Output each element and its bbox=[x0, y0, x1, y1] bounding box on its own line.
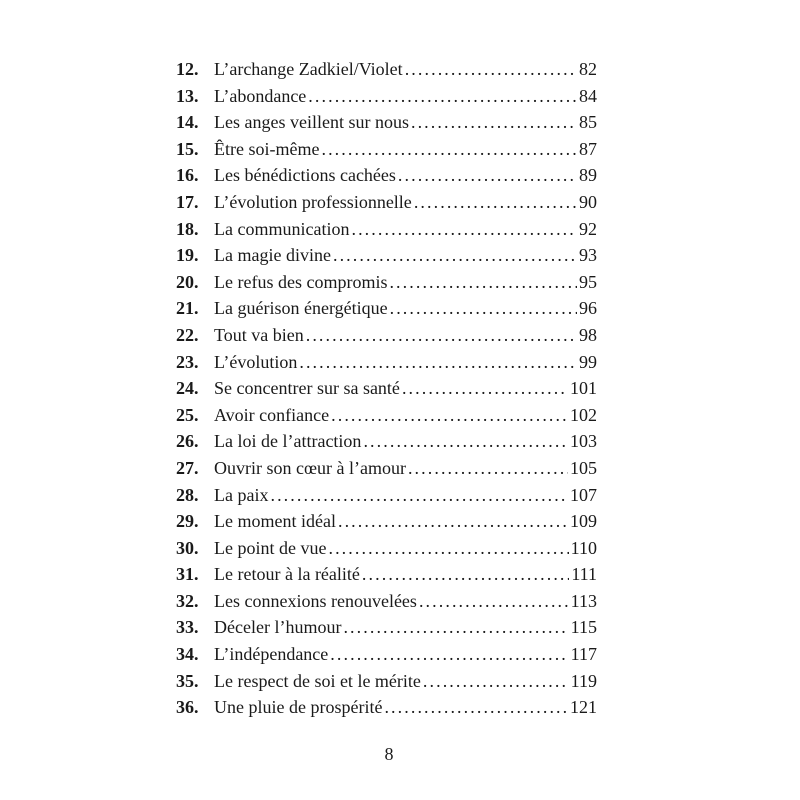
page-number: 8 bbox=[384, 744, 394, 764]
toc-entry bbox=[176, 162, 597, 189]
toc-entry bbox=[176, 216, 597, 243]
entry-page: 111 bbox=[571, 564, 597, 585]
dot-leader bbox=[390, 295, 577, 322]
entry-page: 93 bbox=[579, 245, 597, 266]
entry-title: Une pluie de prospérité bbox=[214, 697, 383, 718]
entry-page: 110 bbox=[570, 537, 597, 558]
dot-leader bbox=[405, 56, 577, 83]
entry-number: 19. bbox=[176, 245, 199, 266]
entry-page: 98 bbox=[579, 324, 597, 345]
entry-number: 21. bbox=[176, 298, 199, 319]
entry-title: La paix bbox=[214, 484, 269, 505]
dot-leader bbox=[270, 482, 568, 509]
dot-leader bbox=[362, 561, 569, 588]
entry-number: 18. bbox=[176, 218, 199, 239]
entry-title: L’archange Zadkiel/Violet bbox=[214, 59, 403, 79]
entry-number: 17. bbox=[176, 191, 199, 212]
entry-page: 99 bbox=[579, 351, 597, 372]
entry-title: Les anges veillent sur nous bbox=[214, 112, 409, 133]
entry-number: 27. bbox=[176, 457, 199, 478]
table-of-contents bbox=[176, 56, 597, 721]
toc-entry bbox=[176, 56, 597, 83]
entry-title: Le point de vue bbox=[214, 537, 327, 558]
entry-page: 90 bbox=[579, 191, 597, 212]
toc-entry bbox=[176, 322, 597, 349]
toc-entry bbox=[176, 109, 597, 136]
entry-number: 16. bbox=[176, 165, 199, 186]
toc-entry bbox=[176, 641, 597, 668]
entry-number: 29. bbox=[176, 511, 199, 532]
entry-title: La magie divine bbox=[214, 245, 331, 266]
dot-leader bbox=[333, 242, 577, 269]
entry-number: 15. bbox=[176, 138, 199, 159]
dot-leader bbox=[351, 216, 577, 243]
dot-leader bbox=[411, 109, 577, 136]
entry-title: Les bénédictions cachées bbox=[214, 165, 396, 186]
entry-number: 28. bbox=[176, 484, 199, 505]
entry-page: 117 bbox=[570, 644, 597, 665]
entry-number: 23. bbox=[176, 351, 199, 372]
entry-page: 109 bbox=[570, 511, 597, 532]
toc-entry bbox=[176, 694, 597, 721]
toc-entry bbox=[176, 508, 597, 535]
dot-leader bbox=[308, 83, 577, 110]
dot-leader bbox=[338, 508, 568, 535]
entry-page: 84 bbox=[579, 85, 597, 106]
dot-leader bbox=[398, 162, 577, 189]
entry-page: 103 bbox=[570, 431, 597, 452]
toc-entry bbox=[176, 428, 597, 455]
toc-entry bbox=[176, 402, 597, 429]
toc-entry bbox=[176, 482, 597, 509]
entry-number: 34. bbox=[176, 644, 199, 665]
entry-page: 105 bbox=[570, 457, 597, 478]
entry-title: Déceler l’humour bbox=[214, 617, 342, 638]
toc-entry bbox=[176, 668, 597, 695]
dot-leader bbox=[330, 641, 568, 668]
entry-page: 102 bbox=[570, 404, 597, 425]
entry-page: 89 bbox=[579, 165, 597, 186]
entry-title: La loi de l’attraction bbox=[214, 431, 362, 452]
entry-title: Le refus des compromis bbox=[214, 271, 388, 292]
entry-number: 25. bbox=[176, 404, 199, 425]
entry-title: L’abondance bbox=[214, 85, 307, 106]
dot-leader bbox=[414, 189, 577, 216]
dot-leader bbox=[419, 588, 569, 615]
entry-page: 82 bbox=[579, 59, 597, 79]
entry-number: 35. bbox=[176, 670, 199, 691]
toc-entry bbox=[176, 561, 597, 588]
entry-page: 96 bbox=[579, 298, 597, 319]
toc-entry bbox=[176, 349, 597, 376]
entry-number: 20. bbox=[176, 271, 199, 292]
entry-page: 113 bbox=[570, 590, 597, 611]
entry-number: 13. bbox=[176, 85, 199, 106]
entry-title: L’évolution professionnelle bbox=[214, 191, 412, 212]
toc-entry bbox=[176, 535, 597, 562]
dot-leader bbox=[423, 668, 569, 695]
toc-entry bbox=[176, 295, 597, 322]
entry-number: 32. bbox=[176, 590, 199, 611]
entry-title: Avoir confiance bbox=[214, 404, 330, 425]
entry-page: 115 bbox=[570, 617, 597, 638]
entry-title: L’évolution bbox=[214, 351, 298, 372]
dot-leader bbox=[321, 136, 577, 163]
entry-title: Être soi-même bbox=[214, 138, 320, 159]
entry-title: La guérison énergétique bbox=[214, 298, 388, 319]
entry-page: 85 bbox=[579, 112, 597, 133]
toc-entry bbox=[176, 375, 597, 402]
entry-page: 101 bbox=[570, 378, 597, 399]
entry-title: La communication bbox=[214, 218, 350, 239]
toc-entry bbox=[176, 455, 597, 482]
toc-entry bbox=[176, 189, 597, 216]
toc-entry bbox=[176, 83, 597, 110]
entry-title: Le respect de soi et le mérite bbox=[214, 670, 421, 691]
dot-leader bbox=[299, 349, 577, 376]
entry-number: 26. bbox=[176, 431, 199, 452]
entry-number: 22. bbox=[176, 324, 199, 345]
toc-entry bbox=[176, 588, 597, 615]
entry-title: L’indépendance bbox=[214, 644, 329, 665]
dot-leader bbox=[306, 322, 577, 349]
entry-title: Le moment idéal bbox=[214, 511, 336, 532]
entry-page: 95 bbox=[579, 271, 597, 292]
dot-leader bbox=[408, 455, 568, 482]
toc-entry bbox=[176, 269, 597, 296]
dot-leader bbox=[331, 402, 568, 429]
entry-title: Les connexions renouvelées bbox=[214, 590, 417, 611]
dot-leader bbox=[328, 535, 568, 562]
entry-title: Tout va bien bbox=[214, 324, 304, 345]
entry-page: 87 bbox=[579, 138, 597, 159]
entry-number: 14. bbox=[176, 112, 199, 133]
entry-page: 107 bbox=[570, 484, 597, 505]
dot-leader bbox=[384, 694, 568, 721]
dot-leader bbox=[343, 614, 568, 641]
dot-leader bbox=[402, 375, 568, 402]
dot-leader bbox=[363, 428, 568, 455]
entry-page: 121 bbox=[570, 697, 597, 718]
entry-page: 119 bbox=[570, 670, 597, 691]
entry-number: 30. bbox=[176, 537, 199, 558]
toc-entry bbox=[176, 242, 597, 269]
entry-number: 31. bbox=[176, 564, 199, 585]
dot-leader bbox=[389, 269, 577, 296]
toc-entry bbox=[176, 136, 597, 163]
entry-page: 92 bbox=[579, 218, 597, 239]
entry-title: Ouvrir son cœur à l’amour bbox=[214, 457, 406, 478]
entry-title: Le retour à la réalité bbox=[214, 564, 360, 585]
entry-number: 24. bbox=[176, 378, 199, 399]
toc-entry bbox=[176, 614, 597, 641]
entry-number: 12. bbox=[176, 59, 199, 79]
entry-number: 36. bbox=[176, 697, 199, 718]
entry-title: Se concentrer sur sa santé bbox=[214, 378, 400, 399]
entry-number: 33. bbox=[176, 617, 199, 638]
